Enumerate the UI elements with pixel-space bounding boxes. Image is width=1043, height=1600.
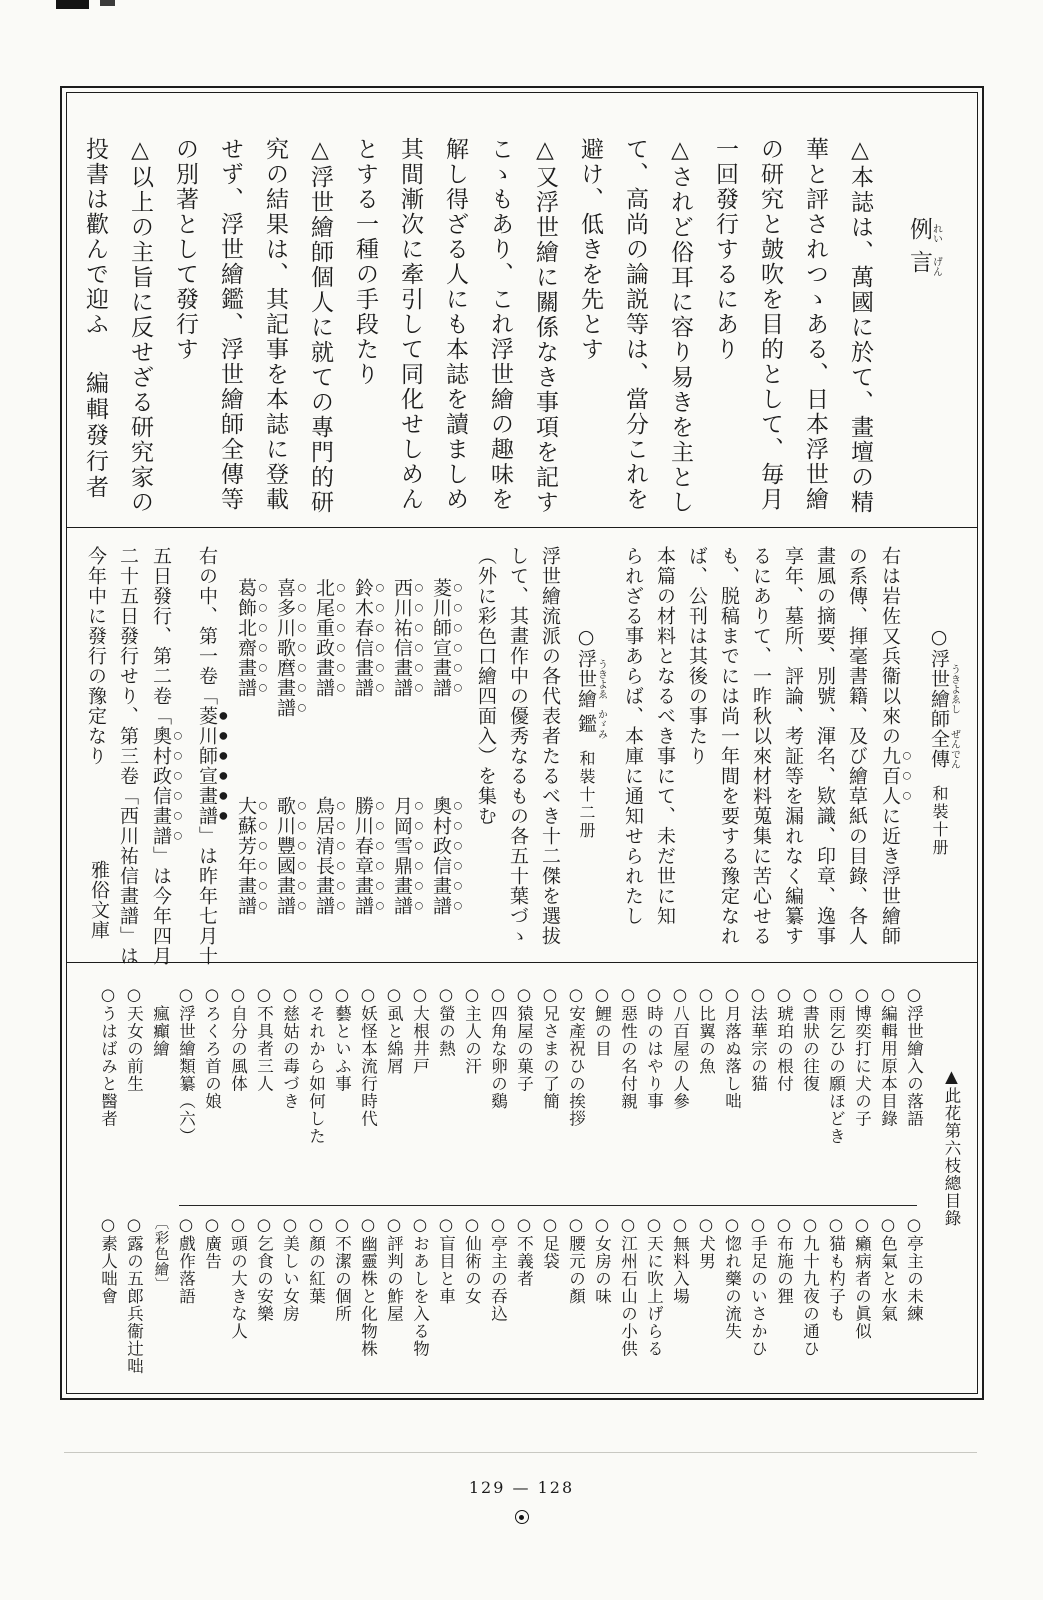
gafu-title: 月岡雪鼎畫譜	[391, 796, 413, 916]
ekagami-column	[540, 546, 559, 956]
catalog-item: ○猿屋の菓子	[514, 985, 534, 1093]
catalog-item-column	[799, 985, 819, 1387]
catalog-item: ○色氣と水氣	[878, 1215, 898, 1323]
catalog-item: ○おあしを入る物	[410, 1215, 430, 1358]
catalog-item: ○江州石山の小供	[618, 1215, 638, 1358]
catalog-item: ○鯉の目	[592, 985, 612, 1058]
zenden-column	[815, 546, 834, 956]
catalog-item: ○八百屋の人參	[670, 985, 690, 1110]
catalog-item: ○戲作落語	[176, 1215, 196, 1305]
catalog-item: ○手足のいさかひ	[748, 1215, 768, 1358]
preface-column	[398, 137, 421, 521]
footer-rule	[64, 1452, 977, 1453]
section-heading-ekagami: ○浮世繪うきよゑ鑑かゞみ和裝十二册	[575, 626, 607, 840]
text-run: 畫風の摘要、別號、渾名、欵識、印章、逸事	[814, 546, 836, 946]
catalog-item: ○書狀の往復	[800, 985, 820, 1093]
zenden-column	[719, 546, 738, 956]
text-run: △又浮世繪に關係なき事項を記す	[532, 137, 558, 515]
catalog-item: ○大根井戸	[410, 985, 430, 1075]
gafu-title: 鳥居清長畫譜	[313, 796, 335, 916]
binding-note: 和裝十册	[930, 785, 949, 857]
catalog-item-column	[773, 985, 793, 1387]
text-run: こゝもあり、これ浮世繪の趣味を	[487, 137, 513, 512]
catalog-item-column	[669, 985, 689, 1387]
preface-column	[758, 137, 781, 521]
catalog-item-column	[305, 985, 325, 1387]
catalog-item-column	[877, 985, 897, 1387]
catalog-item: 瘋癲繪	[150, 1005, 170, 1058]
scan-artifact	[100, 0, 115, 6]
text-run: 投書は歡んで迎ふ	[82, 137, 108, 337]
text-run: 菱川師宣畫譜	[196, 706, 218, 826]
catalog-item: ○猫も杓子も	[826, 1215, 846, 1323]
catalog-item: ○主人の汗	[462, 985, 482, 1075]
text-run: られざる事あらば、本庫に通知せられたし	[622, 546, 644, 926]
preface-column	[578, 137, 601, 521]
page-frame-inner	[66, 92, 978, 1394]
gafu-title: 奧村政信畫譜	[430, 796, 452, 916]
binding-note: 和裝十二册	[577, 750, 596, 840]
preface-column	[533, 137, 556, 521]
text-run: 右は岩佐又兵衞以來の	[879, 546, 901, 746]
preface-column	[128, 137, 151, 521]
catalog-item: ○四角な卵の鷄	[488, 985, 508, 1110]
catalog-item: ○仙術の女	[462, 1215, 482, 1305]
catalog-item: ○不具者三人	[254, 985, 274, 1093]
catalog-item-column	[253, 985, 273, 1387]
preface-title: 例れい言げん	[906, 217, 942, 283]
page-frame	[60, 86, 984, 1400]
gafu-title: 大蘇芳年畫譜	[235, 796, 257, 916]
catalog-item: ○天に吹上げらる	[644, 1215, 664, 1358]
catalog-item: ○女房の味	[592, 1215, 612, 1305]
catalog-item: ○時のはやり事	[644, 985, 664, 1110]
catalog-item-column	[331, 985, 351, 1387]
text-run: 本篇の材料となるべき事にて、未だ世に知	[654, 546, 676, 926]
catalog-item-column	[851, 985, 871, 1387]
text-run: るにありて、一昨秋以來材料蒐集に苦心せる	[750, 546, 772, 946]
catalog-item-column	[227, 985, 247, 1387]
text-run: 」は昨年七月十	[196, 826, 218, 966]
publication-note-column	[150, 546, 183, 966]
catalog-item: ○琥珀の根付	[774, 985, 794, 1093]
catalog-item: ○編輯用原本目錄	[878, 985, 898, 1128]
text-run: 浮世繪流派の各代表者たるべき十二傑を選拔	[539, 546, 561, 946]
zenden-column	[751, 546, 770, 956]
gafu-list-column	[391, 546, 424, 956]
preface-column	[848, 137, 871, 521]
text-run: 今年中に發行の豫定なり	[85, 546, 107, 766]
catalog-item-column	[461, 985, 481, 1387]
text-run: ば、公刊は其後の事たり	[686, 546, 708, 766]
catalog-item-column	[617, 985, 637, 1387]
publisher-name: 雅俗文庫	[88, 860, 110, 940]
text-run: （外に彩色口繪四面入）を集む	[475, 546, 497, 826]
text-run: 右の中、第一卷「	[196, 546, 218, 706]
text-run: 一回發行するにあり	[712, 137, 738, 362]
catalog-item-column	[721, 985, 741, 1387]
text-run: 五日發行、第二卷「	[150, 546, 172, 726]
text-run: 享年、墓所、評論、考証等を漏れなく編纂す	[782, 546, 804, 946]
catalog-section	[67, 963, 977, 1393]
scan-artifact	[56, 0, 89, 9]
text-run: △本誌は、萬國に於て、畫壇の精	[847, 137, 873, 515]
zenden-column	[783, 546, 802, 956]
text-run: て、高尚の論説等は、當分これを	[622, 137, 648, 512]
catalog-item-column	[565, 985, 585, 1387]
text-run: 避け、低きを先とす	[577, 137, 603, 362]
catalog-item: ○腰元の顏	[566, 1215, 586, 1305]
catalog-item: ○螢の熱	[436, 985, 456, 1058]
preface-column	[803, 137, 826, 521]
registration-mark-icon	[515, 1510, 529, 1524]
preface-section	[67, 93, 977, 528]
text-run: の別著として發行す	[172, 137, 198, 362]
preface-column	[218, 137, 241, 521]
catalog-item: ○幽靈株と化物株	[358, 1215, 378, 1358]
catalog-item-column	[409, 985, 429, 1387]
catalog-item: ○浮世繪入の落語	[904, 985, 924, 1128]
catalog-item: ○顏の紅葉	[306, 1215, 326, 1305]
text-run: して、其畫作中の優秀なるもの各五十葉づゝ	[507, 546, 529, 946]
catalog-item: ○素人咄會	[98, 1215, 118, 1305]
catalog-item: ○惚れ藥の流失	[722, 1215, 742, 1340]
catalog-item: ○露の五郎兵衞辻咄	[124, 1215, 144, 1375]
section-heading-zenden: ○浮世繪師うきよゑし全傳ぜんでん和裝十册	[928, 626, 960, 857]
catalog-item: 〔彩色繪〕	[152, 1215, 169, 1293]
ekagami-column	[476, 546, 495, 956]
preface-column	[173, 137, 196, 521]
catalog-item: ○亭主の吞込	[488, 1215, 508, 1323]
catalog-heading: ▲此花第六枝總目錄	[942, 1067, 961, 1227]
catalog-item: ○それから如何した	[306, 985, 326, 1145]
catalog-item-column	[123, 985, 143, 1387]
catalog-item-column	[539, 985, 559, 1387]
catalog-item-column	[747, 985, 767, 1387]
text-run: の系傳、揮毫書籍、及び繪草紙の目錄、各人	[846, 546, 868, 946]
catalog-item: ○評判の鮓屋	[384, 1215, 404, 1323]
catalog-item: ○ろくろ首の娘	[202, 985, 222, 1110]
preface-column	[623, 137, 646, 521]
catalog-item: ○美しい女房	[280, 1215, 300, 1323]
gafu-title: 歌川豐國畫譜	[274, 796, 296, 916]
gafu-list-column	[235, 546, 268, 956]
catalog-item: ○兄さまの了簡	[540, 985, 560, 1110]
publications-section	[67, 528, 977, 966]
catalog-item-column	[201, 985, 221, 1387]
text-run: とする一種の手段たり	[352, 137, 378, 387]
catalog-item-column	[383, 985, 403, 1387]
catalog-item: ○亭主の未練	[904, 1215, 924, 1323]
catalog-item: ○慈姑の毒づき	[280, 985, 300, 1110]
text-run: 究の結果は、其記事を本誌に登載	[262, 137, 288, 512]
gafu-title: 菱川師宣畫譜	[430, 578, 452, 698]
gafu-list-column	[430, 546, 463, 956]
catalog-item: ○無料入場	[670, 1215, 690, 1305]
gafu-list-column	[313, 546, 346, 956]
catalog-item: ○自分の風体	[228, 985, 248, 1093]
preface-column	[443, 137, 466, 521]
gafu-title: 北尾重政畫譜	[313, 578, 335, 698]
text-run: 其間漸次に牽引して同化せしめん	[397, 137, 423, 512]
catalog-item-column	[149, 985, 169, 1387]
catalog-item: ○うはばみと醫者	[98, 985, 118, 1128]
text-run: 」は今年四月	[150, 846, 172, 966]
catalog-item: ○惡性の名付親	[618, 985, 638, 1110]
gafu-title: 葛飾北齋畫譜	[235, 578, 257, 698]
text-run: △浮世繪師個人に就ての專門的研	[307, 137, 333, 515]
gafu-title: 西川祐信畫譜	[391, 578, 413, 698]
catalog-item-column	[643, 985, 663, 1387]
preface-column	[713, 137, 736, 521]
catalog-item-column	[357, 985, 377, 1387]
text-run: △以上の主旨に反せざる研究家の	[127, 137, 153, 515]
catalog-item: ○浮世繪類纂（六）	[176, 985, 196, 1145]
catalog-item-column	[695, 985, 715, 1387]
catalog-item: ○妖怪本流行時代	[358, 985, 378, 1128]
preface-column	[308, 137, 331, 521]
text-run: の研究と皷吹を目的として、毎月	[757, 137, 783, 512]
preface-column	[353, 137, 376, 521]
ekagami-column	[508, 546, 527, 956]
catalog-item: ○廣告	[202, 1215, 222, 1270]
catalog-item-column	[435, 985, 455, 1387]
preface-column	[263, 137, 286, 521]
catalog-item-column	[487, 985, 507, 1387]
text-run: 二十五日發行せり、第三卷「西川祐信畫譜」は	[117, 546, 139, 966]
catalog-item: ○虱と綿屑	[384, 985, 404, 1075]
catalog-item: ○乞食の安樂	[254, 1215, 274, 1323]
catalog-item: ○九十九夜の通ひ	[800, 1215, 820, 1358]
gafu-title: 鈴木春信畫譜	[352, 578, 374, 698]
zenden-column	[687, 546, 706, 956]
publication-note-column	[196, 546, 229, 966]
zenden-column	[847, 546, 866, 956]
catalog-item: ○比翼の魚	[696, 985, 716, 1075]
catalog-item: ○頭の大きな人	[228, 1215, 248, 1340]
catalog-item-column	[513, 985, 533, 1387]
gafu-title: 喜多川歌麿畫譜	[274, 578, 296, 718]
preface-column	[668, 137, 691, 521]
gafu-title: 勝川春章畫譜	[352, 796, 374, 916]
catalog-item-column	[279, 985, 299, 1387]
catalog-item: ○博奕打に犬の子	[852, 985, 872, 1128]
catalog-item: ○不潔の個所	[332, 1215, 352, 1323]
catalog-item: ○足袋	[540, 1215, 560, 1270]
page-numbers: 129 — 128	[468, 1478, 575, 1497]
preface-column	[488, 137, 511, 521]
catalog-item: ○法華宗の猫	[748, 985, 768, 1093]
catalog-item: ○安產祝ひの挨拶	[566, 985, 586, 1128]
text-run: 華と評されつゝある、日本浮世繪	[802, 137, 828, 512]
zenden-column	[879, 546, 912, 956]
text-run: せず、浮世繪鑑、浮世繪師全傳等	[217, 137, 243, 512]
catalog-item-column	[825, 985, 845, 1387]
catalog-item: ○不義者	[514, 1215, 534, 1288]
catalog-item-column	[591, 985, 611, 1387]
catalog-item: ○盲目と車	[436, 1215, 456, 1305]
gafu-list-column	[352, 546, 385, 956]
catalog-item: ○雨乞ひの願ほどき	[826, 985, 846, 1145]
zenden-column	[655, 546, 674, 956]
gafu-list-column	[274, 546, 307, 956]
catalog-item: ○天女の前生	[124, 985, 144, 1093]
text-run: 解し得ざる人にも本誌を讀ましめ	[442, 137, 468, 512]
text-run: △されど俗耳に容り易きを主とし	[667, 137, 693, 515]
catalog-item: ○藝といふ事	[332, 985, 352, 1093]
zenden-column	[623, 546, 642, 956]
catalog-item: ○月落ぬ落し咄	[722, 985, 742, 1110]
preface-signature: 編輯發行者	[82, 371, 108, 501]
catalog-item-column	[97, 985, 117, 1387]
catalog-item: ○布施の狸	[774, 1215, 794, 1305]
text-run: 奧村政信畫譜	[150, 726, 172, 846]
catalog-item-column	[175, 985, 195, 1387]
text-run: 九百人	[879, 746, 901, 806]
publication-note-column	[117, 546, 139, 966]
catalog-item: ○犬男	[696, 1215, 716, 1270]
text-run: に近き浮世繪師	[879, 806, 901, 946]
catalog-item-column	[903, 985, 923, 1387]
catalog-item: ○癩病者の眞似	[852, 1215, 872, 1340]
text-run: も、脱稿までには尚一年間を要する豫定なれ	[718, 546, 740, 946]
